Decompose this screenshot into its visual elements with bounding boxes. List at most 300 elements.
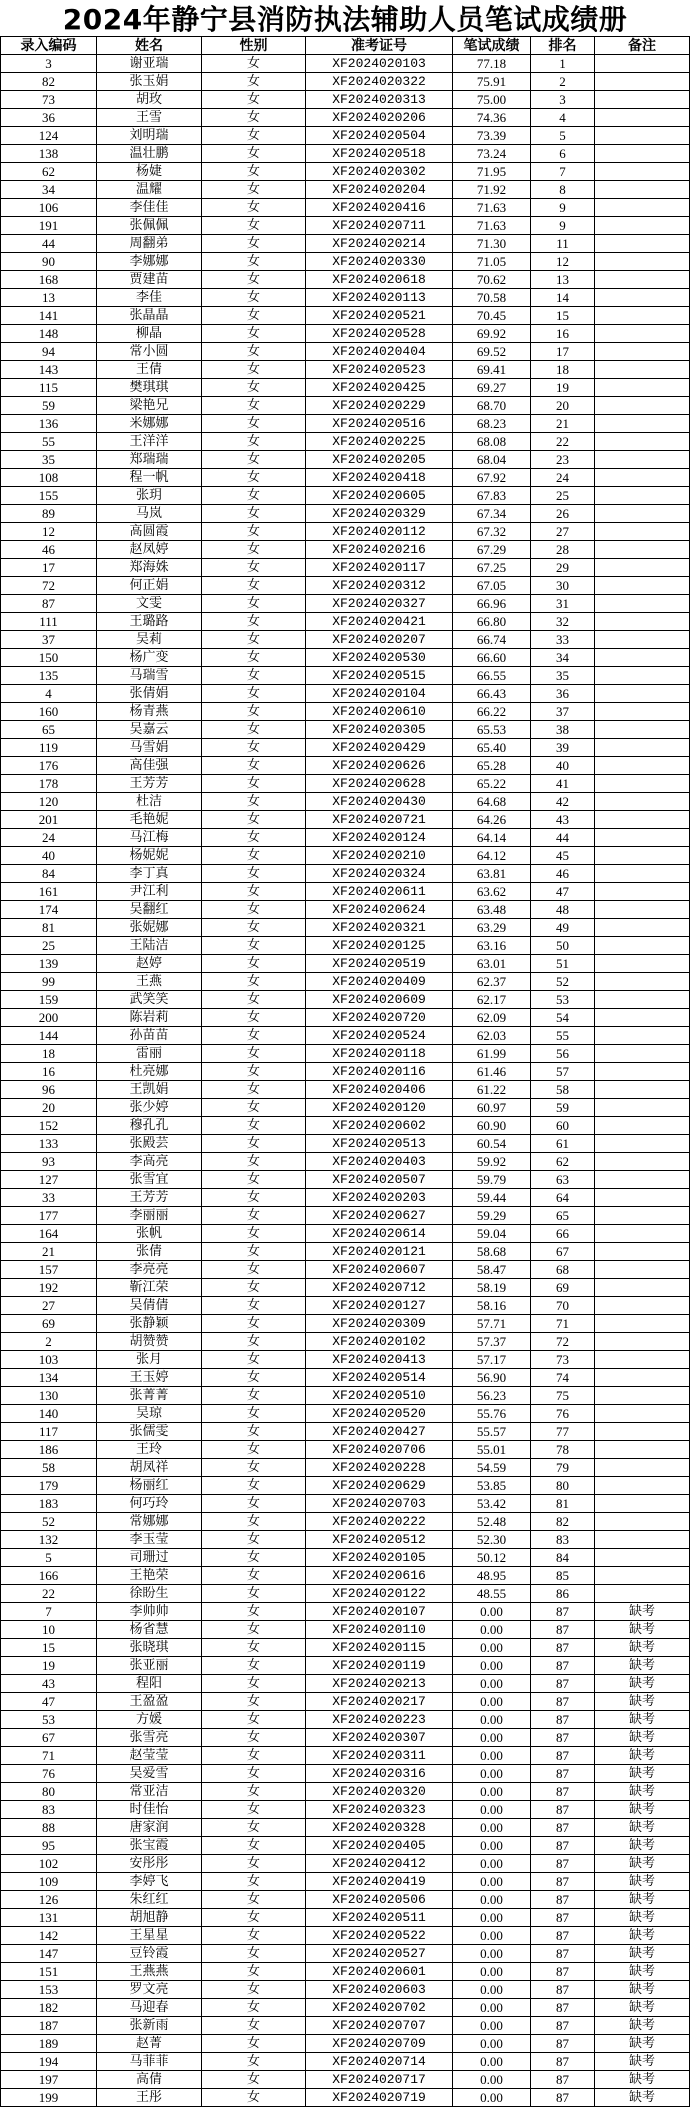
- note-cell: [595, 127, 690, 145]
- gender-cell: 女: [202, 847, 306, 865]
- name-cell: 胡旭静: [97, 1909, 202, 1927]
- note-cell: [595, 1243, 690, 1261]
- gender-cell: 女: [202, 451, 306, 469]
- gender-cell: 女: [202, 937, 306, 955]
- name-cell: 唐家润: [97, 1819, 202, 1837]
- code-cell: 150: [0, 649, 97, 667]
- score-cell: 67.05: [453, 577, 531, 595]
- rank-cell: 87: [531, 2017, 595, 2035]
- score-cell: 66.22: [453, 703, 531, 721]
- name-cell: 张晓琪: [97, 1639, 202, 1657]
- rank-cell: 27: [531, 523, 595, 541]
- name-cell: 孙苗苗: [97, 1027, 202, 1045]
- table-row: [0, 2017, 690, 2035]
- gender-cell: 女: [202, 1009, 306, 1027]
- table-row: [0, 559, 690, 577]
- note-cell: [595, 397, 690, 415]
- table-row: [0, 1873, 690, 1891]
- score-cell: 68.23: [453, 415, 531, 433]
- gender-cell: 女: [202, 289, 306, 307]
- name-cell: 马岚: [97, 505, 202, 523]
- score-cell: 71.63: [453, 199, 531, 217]
- score-cell: 67.92: [453, 469, 531, 487]
- table-row: [0, 865, 690, 883]
- name-cell: 王陆洁: [97, 937, 202, 955]
- score-cell: 56.23: [453, 1387, 531, 1405]
- name-cell: 杨省慧: [97, 1621, 202, 1639]
- score-cell: 63.62: [453, 883, 531, 901]
- score-cell: 60.54: [453, 1135, 531, 1153]
- table-row: [0, 1747, 690, 1765]
- score-cell: 0.00: [453, 2035, 531, 2053]
- table-row: [0, 1621, 690, 1639]
- table-row: [0, 1405, 690, 1423]
- code-cell: 153: [0, 1981, 97, 1999]
- score-cell: 0.00: [453, 1981, 531, 1999]
- code-cell: 43: [0, 1675, 97, 1693]
- note-cell: [595, 1135, 690, 1153]
- gender-cell: 女: [202, 415, 306, 433]
- gender-cell: 女: [202, 1063, 306, 1081]
- table-row: [0, 55, 690, 73]
- exam-no-cell: XF2024020516: [306, 415, 453, 433]
- score-cell: 62.37: [453, 973, 531, 991]
- note-cell: [595, 1297, 690, 1315]
- name-cell: 毛艳妮: [97, 811, 202, 829]
- score-cell: 0.00: [453, 1855, 531, 1873]
- note-cell: [595, 1315, 690, 1333]
- header-gender: 性别: [202, 36, 306, 55]
- code-cell: 83: [0, 1801, 97, 1819]
- score-cell: 0.00: [453, 1927, 531, 1945]
- exam-no-cell: XF2024020327: [306, 595, 453, 613]
- code-cell: 143: [0, 361, 97, 379]
- rank-cell: 38: [531, 721, 595, 739]
- note-cell: [595, 703, 690, 721]
- rank-cell: 7: [531, 163, 595, 181]
- gender-cell: 女: [202, 1225, 306, 1243]
- table-row: [0, 1135, 690, 1153]
- gender-cell: 女: [202, 1891, 306, 1909]
- score-cell: 0.00: [453, 1873, 531, 1891]
- exam-no-cell: XF2024020607: [306, 1261, 453, 1279]
- code-cell: 139: [0, 955, 97, 973]
- code-cell: 166: [0, 1567, 97, 1585]
- table-row: [0, 2053, 690, 2071]
- note-cell: [595, 793, 690, 811]
- table-row: [0, 433, 690, 451]
- gender-cell: 女: [202, 1693, 306, 1711]
- exam-no-cell: XF2024020610: [306, 703, 453, 721]
- note-cell: [595, 649, 690, 667]
- code-cell: 126: [0, 1891, 97, 1909]
- rank-cell: 84: [531, 1549, 595, 1567]
- table-row: [0, 1351, 690, 1369]
- table-row: [0, 181, 690, 199]
- table-row: [0, 1639, 690, 1657]
- score-cell: 0.00: [453, 1675, 531, 1693]
- table-row: [0, 523, 690, 541]
- rank-cell: 44: [531, 829, 595, 847]
- exam-no-cell: XF2024020102: [306, 1333, 453, 1351]
- exam-no-cell: XF2024020515: [306, 667, 453, 685]
- rank-cell: 6: [531, 145, 595, 163]
- code-cell: 19: [0, 1657, 97, 1675]
- score-cell: 61.22: [453, 1081, 531, 1099]
- exam-no-cell: XF2024020312: [306, 577, 453, 595]
- score-cell: 61.46: [453, 1063, 531, 1081]
- rank-cell: 83: [531, 1531, 595, 1549]
- note-cell: [595, 289, 690, 307]
- rank-cell: 71: [531, 1315, 595, 1333]
- exam-no-cell: XF2024020719: [306, 2089, 453, 2107]
- note-cell: [595, 631, 690, 649]
- code-cell: 87: [0, 595, 97, 613]
- table-row: [0, 1045, 690, 1063]
- note-cell: [595, 109, 690, 127]
- score-cell: 70.58: [453, 289, 531, 307]
- code-cell: 12: [0, 523, 97, 541]
- score-cell: 48.95: [453, 1567, 531, 1585]
- note-cell: 缺考: [595, 1981, 690, 1999]
- table-row: [0, 1963, 690, 1981]
- name-cell: 张帆: [97, 1225, 202, 1243]
- code-cell: 179: [0, 1477, 97, 1495]
- table-row: [0, 631, 690, 649]
- score-cell: 61.99: [453, 1045, 531, 1063]
- name-cell: 张倩: [97, 1243, 202, 1261]
- table-row: [0, 109, 690, 127]
- exam-no-cell: XF2024020528: [306, 325, 453, 343]
- gender-cell: 女: [202, 1207, 306, 1225]
- exam-no-cell: XF2024020118: [306, 1045, 453, 1063]
- note-cell: [595, 937, 690, 955]
- gender-cell: 女: [202, 487, 306, 505]
- exam-no-cell: XF2024020616: [306, 1567, 453, 1585]
- score-cell: 58.19: [453, 1279, 531, 1297]
- exam-no-cell: XF2024020210: [306, 847, 453, 865]
- table-row: [0, 1369, 690, 1387]
- code-cell: 2: [0, 1333, 97, 1351]
- name-cell: 张殿芸: [97, 1135, 202, 1153]
- score-cell: 0.00: [453, 1639, 531, 1657]
- table-row: [0, 1117, 690, 1135]
- rank-cell: 61: [531, 1135, 595, 1153]
- note-cell: [595, 361, 690, 379]
- header-note: 备注: [595, 36, 690, 55]
- exam-no-cell: XF2024020302: [306, 163, 453, 181]
- rank-cell: 87: [531, 1927, 595, 1945]
- gender-cell: 女: [202, 1081, 306, 1099]
- note-cell: [595, 469, 690, 487]
- code-cell: 108: [0, 469, 97, 487]
- name-cell: 梁艳兄: [97, 397, 202, 415]
- table-row: [0, 847, 690, 865]
- rank-cell: 56: [531, 1045, 595, 1063]
- exam-no-cell: XF2024020530: [306, 649, 453, 667]
- code-cell: 157: [0, 1261, 97, 1279]
- gender-cell: 女: [202, 1135, 306, 1153]
- table-row: [0, 343, 690, 361]
- rank-cell: 49: [531, 919, 595, 937]
- code-cell: 17: [0, 559, 97, 577]
- gender-cell: 女: [202, 739, 306, 757]
- exam-no-cell: XF2024020216: [306, 541, 453, 559]
- rank-cell: 85: [531, 1567, 595, 1585]
- score-cell: 0.00: [453, 2053, 531, 2071]
- rank-cell: 87: [531, 1873, 595, 1891]
- name-cell: 刘明瑞: [97, 127, 202, 145]
- score-cell: 63.81: [453, 865, 531, 883]
- note-cell: [595, 829, 690, 847]
- name-cell: 王盈盈: [97, 1693, 202, 1711]
- name-cell: 杜亮娜: [97, 1063, 202, 1081]
- gender-cell: 女: [202, 1513, 306, 1531]
- code-cell: 109: [0, 1873, 97, 1891]
- code-cell: 147: [0, 1945, 97, 1963]
- score-cell: 57.37: [453, 1333, 531, 1351]
- code-cell: 178: [0, 775, 97, 793]
- rank-cell: 46: [531, 865, 595, 883]
- table-row: [0, 595, 690, 613]
- gender-cell: 女: [202, 811, 306, 829]
- rank-cell: 76: [531, 1405, 595, 1423]
- rank-cell: 5: [531, 127, 595, 145]
- code-cell: 182: [0, 1999, 97, 2017]
- gender-cell: 女: [202, 559, 306, 577]
- score-cell: 63.29: [453, 919, 531, 937]
- rank-cell: 66: [531, 1225, 595, 1243]
- name-cell: 王芳芳: [97, 775, 202, 793]
- note-cell: [595, 577, 690, 595]
- code-cell: 201: [0, 811, 97, 829]
- header-name: 姓名: [97, 36, 202, 55]
- rank-cell: 87: [531, 1675, 595, 1693]
- gender-cell: 女: [202, 469, 306, 487]
- exam-no-cell: XF2024020511: [306, 1909, 453, 1927]
- rank-cell: 47: [531, 883, 595, 901]
- score-cell: 0.00: [453, 2089, 531, 2107]
- exam-no-cell: XF2024020603: [306, 1981, 453, 1999]
- rank-cell: 55: [531, 1027, 595, 1045]
- score-cell: 62.17: [453, 991, 531, 1009]
- note-cell: 缺考: [595, 2071, 690, 2089]
- exam-no-cell: XF2024020217: [306, 1693, 453, 1711]
- score-cell: 0.00: [453, 2017, 531, 2035]
- name-cell: 吴莉: [97, 631, 202, 649]
- name-cell: 杨青燕: [97, 703, 202, 721]
- note-cell: [595, 1423, 690, 1441]
- note-cell: [595, 307, 690, 325]
- exam-no-cell: XF2024020605: [306, 487, 453, 505]
- table-row: [0, 1207, 690, 1225]
- code-cell: 103: [0, 1351, 97, 1369]
- name-cell: 程阳: [97, 1675, 202, 1693]
- exam-no-cell: XF2024020519: [306, 955, 453, 973]
- table-row: [0, 919, 690, 937]
- gender-cell: 女: [202, 685, 306, 703]
- name-cell: 靳江荣: [97, 1279, 202, 1297]
- table-row: [0, 685, 690, 703]
- rank-cell: 54: [531, 1009, 595, 1027]
- rank-cell: 63: [531, 1171, 595, 1189]
- code-cell: 3: [0, 55, 97, 73]
- rank-cell: 50: [531, 937, 595, 955]
- note-cell: [595, 1099, 690, 1117]
- note-cell: [595, 235, 690, 253]
- note-cell: 缺考: [595, 2035, 690, 2053]
- exam-no-cell: XF2024020412: [306, 1855, 453, 1873]
- exam-no-cell: XF2024020522: [306, 1927, 453, 1945]
- score-cell: 59.92: [453, 1153, 531, 1171]
- score-cell: 71.92: [453, 181, 531, 199]
- name-cell: 雷丽: [97, 1045, 202, 1063]
- gender-cell: 女: [202, 2089, 306, 2107]
- code-cell: 58: [0, 1459, 97, 1477]
- name-cell: 胡凤祥: [97, 1459, 202, 1477]
- exam-no-cell: XF2024020107: [306, 1603, 453, 1621]
- score-cell: 69.52: [453, 343, 531, 361]
- code-cell: 65: [0, 721, 97, 739]
- exam-no-cell: XF2024020403: [306, 1153, 453, 1171]
- rank-cell: 34: [531, 649, 595, 667]
- name-cell: 马江梅: [97, 829, 202, 847]
- gender-cell: 女: [202, 703, 306, 721]
- gender-cell: 女: [202, 1315, 306, 1333]
- code-cell: 177: [0, 1207, 97, 1225]
- exam-no-cell: XF2024020329: [306, 505, 453, 523]
- exam-no-cell: XF2024020311: [306, 1747, 453, 1765]
- exam-no-cell: XF2024020404: [306, 343, 453, 361]
- rank-cell: 80: [531, 1477, 595, 1495]
- note-cell: [595, 541, 690, 559]
- score-cell: 68.70: [453, 397, 531, 415]
- table-row: [0, 2071, 690, 2089]
- rank-cell: 51: [531, 955, 595, 973]
- rank-cell: 87: [531, 2035, 595, 2053]
- gender-cell: 女: [202, 1387, 306, 1405]
- gender-cell: 女: [202, 1027, 306, 1045]
- code-cell: 199: [0, 2089, 97, 2107]
- table-row: [0, 451, 690, 469]
- gender-cell: 女: [202, 991, 306, 1009]
- gender-cell: 女: [202, 1873, 306, 1891]
- rank-cell: 87: [531, 1603, 595, 1621]
- rank-cell: 87: [531, 1765, 595, 1783]
- rank-cell: 69: [531, 1279, 595, 1297]
- code-cell: 16: [0, 1063, 97, 1081]
- score-cell: 60.90: [453, 1117, 531, 1135]
- rank-cell: 37: [531, 703, 595, 721]
- code-cell: 174: [0, 901, 97, 919]
- score-cell: 64.68: [453, 793, 531, 811]
- table-row: [0, 1189, 690, 1207]
- note-cell: [595, 1045, 690, 1063]
- gender-cell: 女: [202, 1495, 306, 1513]
- gender-cell: 女: [202, 253, 306, 271]
- rank-cell: 16: [531, 325, 595, 343]
- name-cell: 谢亚瑞: [97, 55, 202, 73]
- rank-cell: 23: [531, 451, 595, 469]
- note-cell: 缺考: [595, 1729, 690, 1747]
- exam-no-cell: XF2024020512: [306, 1531, 453, 1549]
- exam-no-cell: XF2024020313: [306, 91, 453, 109]
- gender-cell: 女: [202, 1045, 306, 1063]
- rank-cell: 87: [531, 1891, 595, 1909]
- code-cell: 25: [0, 937, 97, 955]
- score-cell: 0.00: [453, 1603, 531, 1621]
- table-row: [0, 1153, 690, 1171]
- code-cell: 22: [0, 1585, 97, 1603]
- name-cell: 张宝霞: [97, 1837, 202, 1855]
- table-row: [0, 325, 690, 343]
- code-cell: 144: [0, 1027, 97, 1045]
- code-cell: 186: [0, 1441, 97, 1459]
- name-cell: 王雪: [97, 109, 202, 127]
- score-cell: 66.43: [453, 685, 531, 703]
- name-cell: 吴爱雪: [97, 1765, 202, 1783]
- rank-cell: 75: [531, 1387, 595, 1405]
- note-cell: 缺考: [595, 1873, 690, 1891]
- exam-no-cell: XF2024020421: [306, 613, 453, 631]
- gender-cell: 女: [202, 1153, 306, 1171]
- score-cell: 65.28: [453, 757, 531, 775]
- table-row: [0, 1837, 690, 1855]
- score-cell: 0.00: [453, 1783, 531, 1801]
- rank-cell: 58: [531, 1081, 595, 1099]
- score-cell: 0.00: [453, 2071, 531, 2089]
- gender-cell: 女: [202, 1297, 306, 1315]
- code-cell: 5: [0, 1549, 97, 1567]
- page-title: 2024年静宁县消防执法辅助人员笔试成绩册: [62, 3, 628, 36]
- exam-no-cell: XF2024020207: [306, 631, 453, 649]
- name-cell: 安彤彤: [97, 1855, 202, 1873]
- gender-cell: 女: [202, 1441, 306, 1459]
- score-cell: 66.80: [453, 613, 531, 631]
- score-cell: 68.04: [453, 451, 531, 469]
- rank-cell: 48: [531, 901, 595, 919]
- exam-no-cell: XF2024020416: [306, 199, 453, 217]
- note-cell: 缺考: [595, 2053, 690, 2071]
- score-cell: 75.00: [453, 91, 531, 109]
- gender-cell: 女: [202, 1819, 306, 1837]
- gender-cell: 女: [202, 127, 306, 145]
- gender-cell: 女: [202, 1711, 306, 1729]
- name-cell: 常娜娜: [97, 1513, 202, 1531]
- score-cell: 0.00: [453, 1891, 531, 1909]
- gender-cell: 女: [202, 613, 306, 631]
- note-cell: [595, 667, 690, 685]
- name-cell: 朱红红: [97, 1891, 202, 1909]
- note-cell: [595, 865, 690, 883]
- code-cell: 141: [0, 307, 97, 325]
- table-row: [0, 649, 690, 667]
- exam-no-cell: XF2024020703: [306, 1495, 453, 1513]
- exam-no-cell: XF2024020527: [306, 1945, 453, 1963]
- code-cell: 96: [0, 1081, 97, 1099]
- rank-cell: 87: [531, 1711, 595, 1729]
- code-cell: 99: [0, 973, 97, 991]
- note-cell: [595, 775, 690, 793]
- name-cell: 柳晶: [97, 325, 202, 343]
- rank-cell: 87: [531, 1621, 595, 1639]
- code-cell: 189: [0, 2035, 97, 2053]
- score-cell: 70.45: [453, 307, 531, 325]
- name-cell: 张儒雯: [97, 1423, 202, 1441]
- exam-no-cell: XF2024020115: [306, 1639, 453, 1657]
- rank-cell: 70: [531, 1297, 595, 1315]
- code-cell: 134: [0, 1369, 97, 1387]
